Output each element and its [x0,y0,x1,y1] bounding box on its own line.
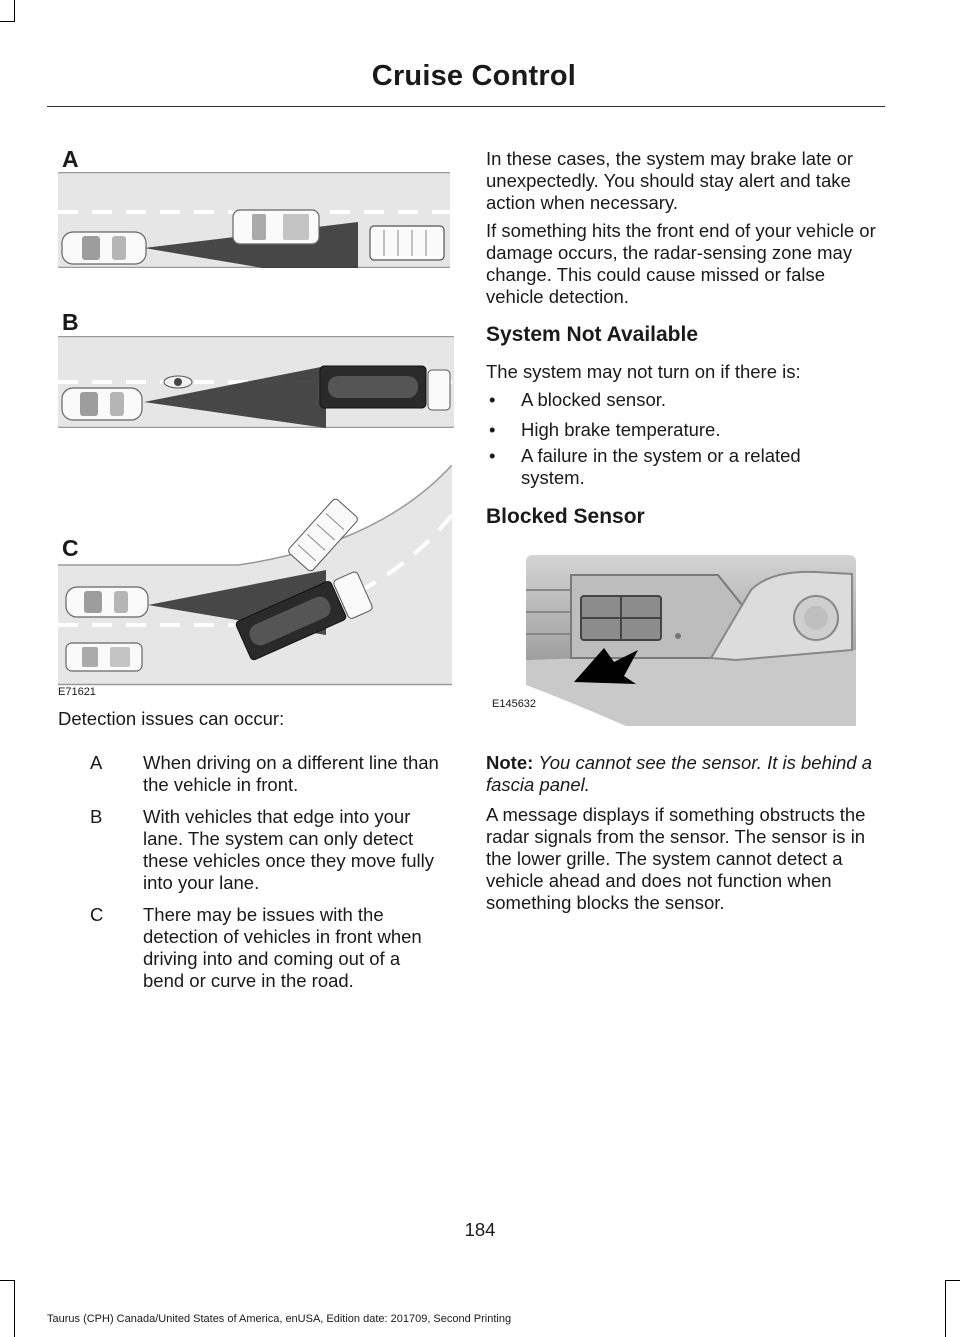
item-text-a: When driving on a different line than the vehicle in front. [143,752,439,795]
panel-label-c: C [62,535,79,561]
crop-mark [945,1280,946,1337]
blocked-sensor-paragraph: A message displays if something obstructs the radar signals from the sensor. The sensor is in the lower grille. The system cannot detect a vehicle ahead and does not function when something blocks the sensor. [486,804,866,913]
page-title: Cruise Control [371,60,576,92]
item-text-c: There may be issues with the detection of vehicles in front when driving into and coming out of a bend or curve in the road. [143,904,422,991]
cases-paragraph: In these cases, the system may brake late or unexpectedly. You should stay alert and take action when necessary. [486,148,854,213]
motorcycle-icon [164,376,192,388]
crop-mark [14,0,15,22]
item-letter-a: A [90,752,103,773]
target-van-icon [370,226,444,260]
not-available-intro: The system may not turn on if there is: [486,361,801,382]
bullet-marker: • [489,445,496,466]
radar-sensor [581,596,661,640]
item-letter-b: B [90,806,103,827]
diagram-panel-c [58,465,452,687]
host-car-icon [62,388,142,420]
diagram-panel-a [58,172,450,268]
host-car-icon [66,587,148,617]
note-label: Note: [486,752,534,773]
diagram-panel-b [58,336,454,428]
damage-paragraph: If something hits the front end of your vehicle or damage occurs, the radar-sensing zone may change. This could cause missed or false vehicle detection. [486,220,876,307]
second-car-icon [66,643,142,671]
bullet-marker: • [489,419,496,440]
header-rule [47,106,885,107]
tanker-truck-icon [320,366,450,410]
figure-id-left: E71621 [58,686,96,698]
crop-mark [14,1280,15,1337]
panel-label-b: B [62,309,79,335]
lead-vehicle-icon [233,210,319,244]
page-number: 184 [464,1219,496,1240]
edition-footer: Taurus (CPH) Canada/United States of America, enUSA, Edition date: 201709, Second Printing [47,1313,512,1325]
crop-mark [0,21,15,22]
heading-system-not-available: System Not Available [486,323,699,346]
item-text-b: With vehicles that edge into your lane. The system can only detect these vehicles once they move fully into your lane. [143,806,435,893]
bullet-item: A blocked sensor. [521,389,667,410]
bullet-marker: • [489,389,496,410]
figure-id-right: E145632 [492,698,537,710]
crop-mark [0,1280,15,1281]
lower-fascia [526,650,856,726]
bullet-item: High brake temperature. [521,419,721,440]
note-text: You cannot see the sensor. It is behind a fascia panel. [486,752,872,795]
sensor-illustration [486,550,858,726]
host-car-icon [62,232,146,264]
detection-intro: Detection issues can occur: [58,708,285,729]
panel-label-a: A [62,146,79,172]
bullet-item: A failure in the system or a related system. [521,445,801,488]
crop-mark [945,1280,960,1281]
heading-blocked-sensor: Blocked Sensor [486,505,645,528]
note-paragraph [486,752,882,796]
item-letter-c: C [90,904,104,925]
